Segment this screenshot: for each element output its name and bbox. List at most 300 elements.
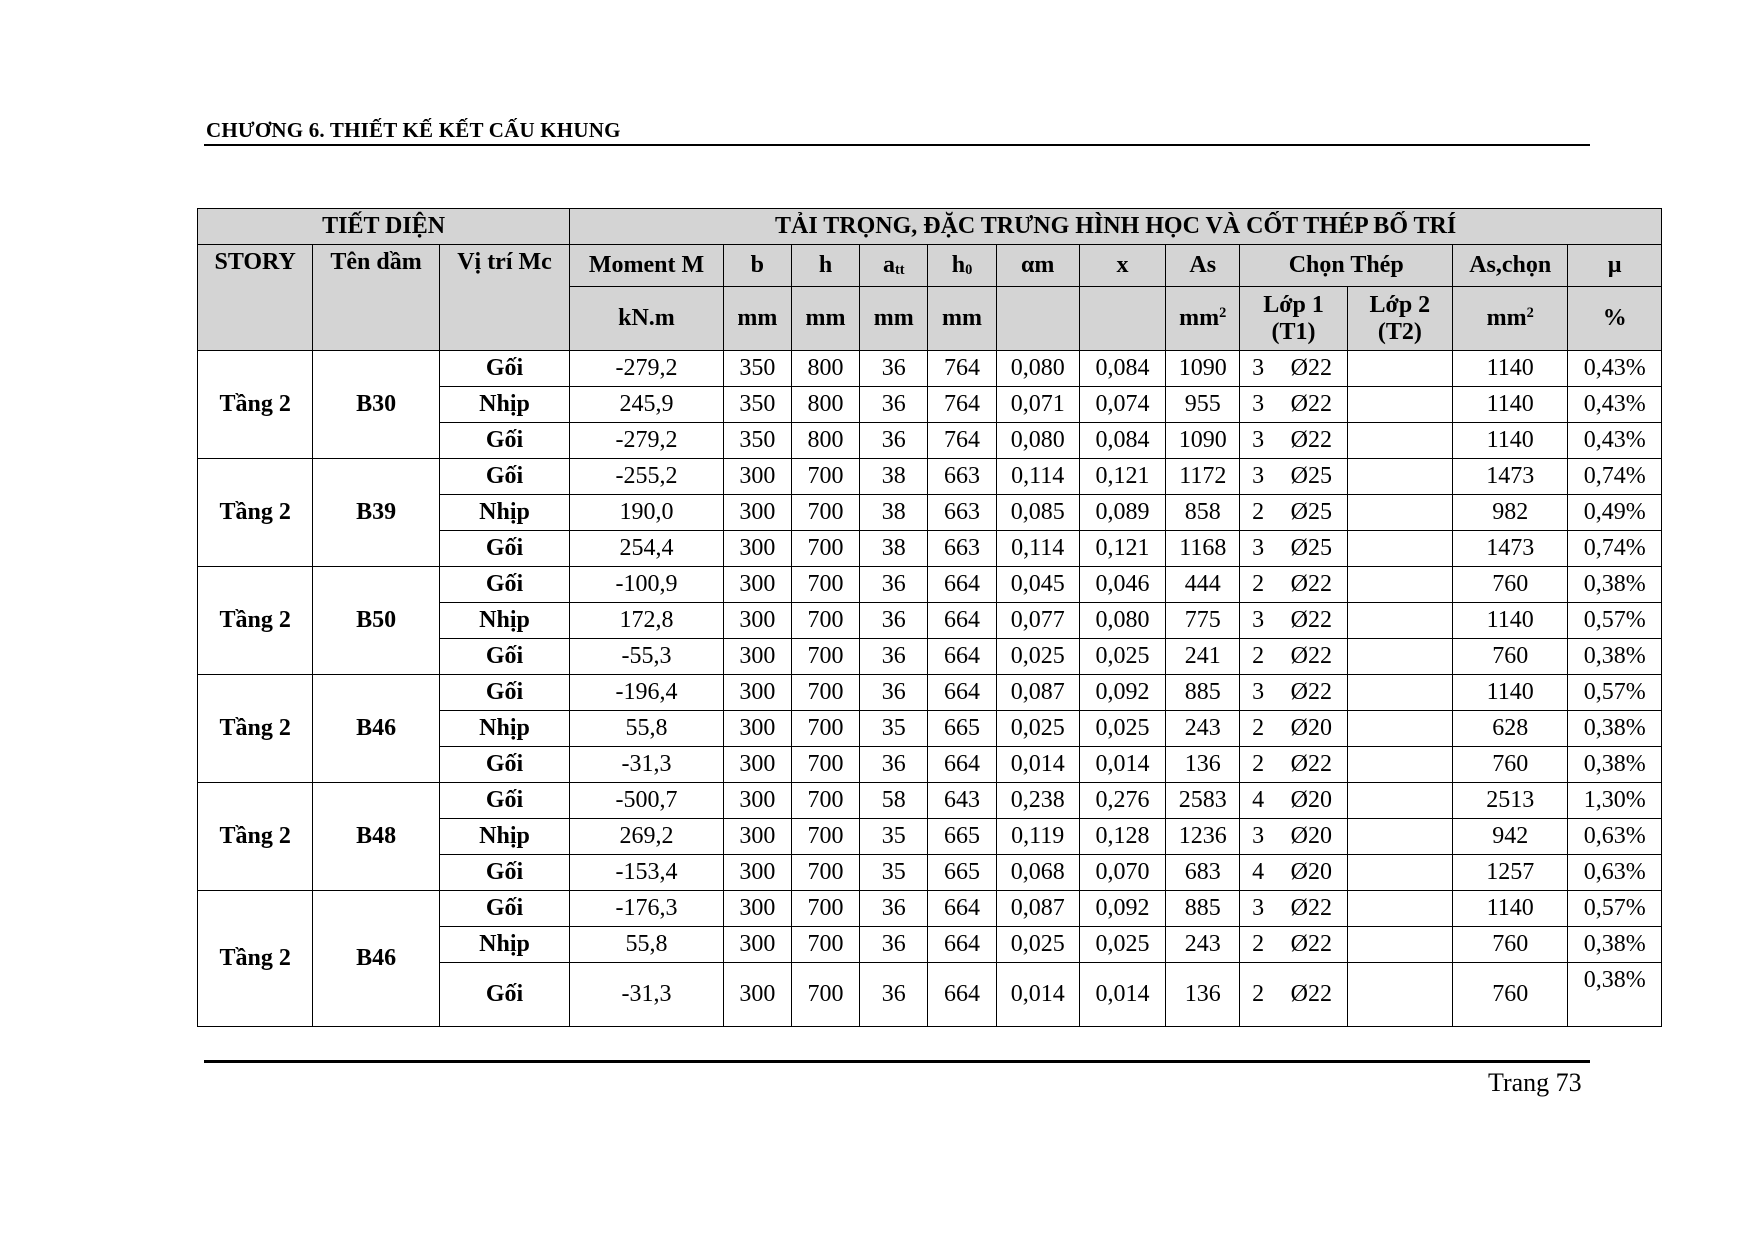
att-cell: 36: [860, 351, 928, 387]
layer2-count-cell: [1347, 387, 1383, 423]
layer2-count-cell: [1347, 963, 1383, 1027]
mu-cell: 0,63%: [1568, 855, 1662, 891]
h0-cell: 664: [928, 891, 996, 927]
alpha-m-cell: 0,238: [996, 783, 1079, 819]
layer2-diameter-cell: [1383, 351, 1452, 387]
layer2-diameter-cell: [1383, 927, 1452, 963]
story-cell: Tầng 2: [198, 459, 313, 567]
layer2-diameter-cell: [1383, 603, 1452, 639]
h-cell: 700: [791, 459, 859, 495]
story-cell: Tầng 2: [198, 783, 313, 891]
story-header: STORY: [198, 245, 313, 351]
story-cell: Tầng 2: [198, 567, 313, 675]
alpha-m-cell: 0,114: [996, 459, 1079, 495]
position-cell: Gối: [439, 351, 569, 387]
as-header: As: [1166, 245, 1240, 287]
x-unit: [1079, 287, 1165, 351]
position-cell: Gối: [439, 639, 569, 675]
as-chon-cell: 1140: [1453, 891, 1568, 927]
b-cell: 300: [723, 783, 791, 819]
layer2-diameter-cell: [1383, 567, 1452, 603]
att-cell: 36: [860, 639, 928, 675]
position-cell: Gối: [439, 675, 569, 711]
beam-name-cell: B46: [313, 891, 439, 1027]
as-cell: 243: [1166, 711, 1240, 747]
footer-rule: [204, 1060, 1590, 1063]
as-chon-cell: 1473: [1453, 459, 1568, 495]
mu-cell: 0,57%: [1568, 603, 1662, 639]
mu-cell: 0,43%: [1568, 387, 1662, 423]
loads-group-header: TẢI TRỌNG, ĐẶC TRƯNG HÌNH HỌC VÀ CỐT THÉP BỐ TRÍ: [570, 209, 1662, 245]
as-cell: 1236: [1166, 819, 1240, 855]
moment-cell: -176,3: [570, 891, 724, 927]
moment-cell: -31,3: [570, 963, 724, 1027]
alpha-m-header: αm: [996, 245, 1079, 287]
layer1-count-cell: 2: [1240, 495, 1276, 531]
as-cell: 858: [1166, 495, 1240, 531]
h0-cell: 664: [928, 639, 996, 675]
beam-name-cell: B46: [313, 675, 439, 783]
layer2-count-cell: [1347, 819, 1383, 855]
position-cell: Nhịp: [439, 819, 569, 855]
layer2-diameter-cell: [1383, 855, 1452, 891]
layer2-count-cell: [1347, 459, 1383, 495]
section-group-header: TIẾT DIỆN: [198, 209, 570, 245]
x-cell: 0,084: [1079, 351, 1165, 387]
h-cell: 800: [791, 351, 859, 387]
layer1-diameter-cell: Ø20: [1276, 819, 1347, 855]
b-cell: 300: [723, 567, 791, 603]
layer1-count-cell: 3: [1240, 459, 1276, 495]
layer1-diameter-cell: Ø20: [1276, 711, 1347, 747]
x-cell: 0,014: [1079, 963, 1165, 1027]
as-chon-cell: 760: [1453, 927, 1568, 963]
layer2-count-cell: [1347, 531, 1383, 567]
x-cell: 0,025: [1079, 639, 1165, 675]
layer2-count-cell: [1347, 711, 1383, 747]
b-cell: 300: [723, 531, 791, 567]
layer2-count-cell: [1347, 855, 1383, 891]
h0-cell: 664: [928, 927, 996, 963]
layer2-header: Lớp 2 (T2): [1347, 287, 1452, 351]
position-header: Vị trí Mc: [439, 245, 569, 351]
layer1-count-cell: 3: [1240, 603, 1276, 639]
att-cell: 36: [860, 387, 928, 423]
moment-cell: -255,2: [570, 459, 724, 495]
b-header: b: [723, 245, 791, 287]
layer1-diameter-cell: Ø22: [1276, 603, 1347, 639]
h0-cell: 663: [928, 459, 996, 495]
layer2-diameter-cell: [1383, 531, 1452, 567]
h-cell: 700: [791, 855, 859, 891]
table-row: [198, 567, 1662, 603]
b-cell: 300: [723, 927, 791, 963]
b-unit: mm: [723, 287, 791, 351]
layer2-count-cell: [1347, 495, 1383, 531]
as-cell: 683: [1166, 855, 1240, 891]
h-header: h: [791, 245, 859, 287]
moment-cell: 190,0: [570, 495, 724, 531]
alpha-m-cell: 0,014: [996, 747, 1079, 783]
x-cell: 0,070: [1079, 855, 1165, 891]
layer2-diameter-cell: [1383, 783, 1452, 819]
att-cell: 36: [860, 747, 928, 783]
mu-cell: 0,43%: [1568, 423, 1662, 459]
x-cell: 0,089: [1079, 495, 1165, 531]
h0-cell: 665: [928, 711, 996, 747]
chapter-title: CHƯƠNG 6. THIẾT KẾ KẾT CẤU KHUNG: [206, 118, 621, 142]
x-cell: 0,084: [1079, 423, 1165, 459]
b-cell: 300: [723, 675, 791, 711]
alpha-m-cell: 0,080: [996, 423, 1079, 459]
b-cell: 350: [723, 423, 791, 459]
b-cell: 300: [723, 639, 791, 675]
as-chon-cell: 982: [1453, 495, 1568, 531]
att-cell: 35: [860, 819, 928, 855]
layer1-diameter-cell: Ø22: [1276, 963, 1347, 1027]
beam-name-cell: B39: [313, 459, 439, 567]
att-cell: 36: [860, 423, 928, 459]
as-chon-cell: 1140: [1453, 351, 1568, 387]
mu-cell: 0,49%: [1568, 495, 1662, 531]
as-chon-cell: 760: [1453, 963, 1568, 1027]
as-chon-cell: 942: [1453, 819, 1568, 855]
mu-cell: 0,38%: [1568, 711, 1662, 747]
h0-unit: mm: [928, 287, 996, 351]
layer1-diameter-cell: Ø22: [1276, 387, 1347, 423]
as-chon-cell: 1140: [1453, 423, 1568, 459]
moment-cell: -55,3: [570, 639, 724, 675]
mu-cell: 0,74%: [1568, 531, 1662, 567]
b-cell: 350: [723, 387, 791, 423]
layer2-count-cell: [1347, 675, 1383, 711]
alpha-m-cell: 0,014: [996, 963, 1079, 1027]
as-unit: $mm^2$: [1166, 287, 1240, 351]
moment-cell: 172,8: [570, 603, 724, 639]
table-row: [198, 891, 1662, 927]
as-chon-cell: 1473: [1453, 531, 1568, 567]
mu-cell: 0,38%: [1568, 639, 1662, 675]
x-cell: 0,080: [1079, 603, 1165, 639]
moment-cell: 269,2: [570, 819, 724, 855]
b-cell: 300: [723, 711, 791, 747]
as-chon-cell: 1140: [1453, 603, 1568, 639]
as-chon-cell: 1257: [1453, 855, 1568, 891]
x-cell: 0,128: [1079, 819, 1165, 855]
moment-cell: -153,4: [570, 855, 724, 891]
alpha-m-cell: 0,071: [996, 387, 1079, 423]
as-chon-cell: 760: [1453, 747, 1568, 783]
h-cell: 800: [791, 387, 859, 423]
layer2-diameter-cell: [1383, 711, 1452, 747]
h0-cell: 664: [928, 747, 996, 783]
layer1-diameter-cell: Ø22: [1276, 351, 1347, 387]
layer2-count-cell: [1347, 567, 1383, 603]
alpha-m-cell: 0,080: [996, 351, 1079, 387]
position-cell: Gối: [439, 783, 569, 819]
layer2-count-cell: [1347, 783, 1383, 819]
mu-cell: 1,30%: [1568, 783, 1662, 819]
table-row: [198, 351, 1662, 387]
b-cell: 300: [723, 495, 791, 531]
layer2-diameter-cell: [1383, 459, 1452, 495]
as-chon-cell: 1140: [1453, 387, 1568, 423]
position-cell: Gối: [439, 855, 569, 891]
beam-reinforcement-table: [197, 208, 1662, 1027]
b-cell: 300: [723, 459, 791, 495]
moment-cell: -31,3: [570, 747, 724, 783]
mu-header: µ: [1568, 245, 1662, 287]
moment-cell: 55,8: [570, 711, 724, 747]
layer1-diameter-cell: Ø22: [1276, 675, 1347, 711]
alpha-m-cell: 0,025: [996, 711, 1079, 747]
h-cell: 700: [791, 783, 859, 819]
story-cell: Tầng 2: [198, 351, 313, 459]
story-cell: Tầng 2: [198, 675, 313, 783]
layer1-diameter-cell: Ø22: [1276, 567, 1347, 603]
h-cell: 700: [791, 927, 859, 963]
x-cell: 0,092: [1079, 891, 1165, 927]
as-cell: 444: [1166, 567, 1240, 603]
layer1-diameter-cell: Ø20: [1276, 783, 1347, 819]
layer2-count-cell: [1347, 747, 1383, 783]
alpha-m-cell: 0,068: [996, 855, 1079, 891]
moment-unit: kN.m: [570, 287, 724, 351]
column-header-row: [198, 245, 1662, 287]
position-cell: Gối: [439, 891, 569, 927]
moment-cell: -279,2: [570, 351, 724, 387]
h-cell: 700: [791, 747, 859, 783]
layer1-count-cell: 2: [1240, 711, 1276, 747]
x-cell: 0,014: [1079, 747, 1165, 783]
att-cell: 36: [860, 675, 928, 711]
alpha-m-cell: 0,025: [996, 639, 1079, 675]
layer2-count-cell: [1347, 891, 1383, 927]
h0-cell: 664: [928, 567, 996, 603]
beam-name-cell: B48: [313, 783, 439, 891]
att-cell: 36: [860, 603, 928, 639]
x-cell: 0,092: [1079, 675, 1165, 711]
h-cell: 700: [791, 819, 859, 855]
layer2-diameter-cell: [1383, 963, 1452, 1027]
h0-cell: 764: [928, 351, 996, 387]
group-header-row: [198, 209, 1662, 245]
layer1-count-cell: 3: [1240, 819, 1276, 855]
att-cell: 58: [860, 783, 928, 819]
layer2-count-cell: [1347, 603, 1383, 639]
layer1-count-cell: 4: [1240, 855, 1276, 891]
header-rule: [204, 144, 1590, 146]
layer1-count-cell: 2: [1240, 747, 1276, 783]
as-cell: 885: [1166, 891, 1240, 927]
x-cell: 0,276: [1079, 783, 1165, 819]
mu-cell: 0,57%: [1568, 675, 1662, 711]
h0-cell: 665: [928, 819, 996, 855]
position-cell: Gối: [439, 963, 569, 1027]
moment-cell: 245,9: [570, 387, 724, 423]
layer1-diameter-cell: Ø20: [1276, 855, 1347, 891]
h0-cell: 664: [928, 675, 996, 711]
layer1-diameter-cell: Ø25: [1276, 459, 1347, 495]
h-cell: 700: [791, 639, 859, 675]
position-cell: Gối: [439, 531, 569, 567]
att-cell: 38: [860, 459, 928, 495]
layer2-diameter-cell: [1383, 819, 1452, 855]
h0-cell: 665: [928, 855, 996, 891]
moment-cell: -279,2: [570, 423, 724, 459]
layer1-diameter-cell: Ø22: [1276, 747, 1347, 783]
table-row: [198, 675, 1662, 711]
position-cell: Nhịp: [439, 495, 569, 531]
alpha-m-cell: 0,025: [996, 927, 1079, 963]
att-cell: 35: [860, 711, 928, 747]
mu-cell: 0,43%: [1568, 351, 1662, 387]
alpha-m-cell: 0,045: [996, 567, 1079, 603]
alpha-m-cell: 0,087: [996, 891, 1079, 927]
layer2-diameter-cell: [1383, 747, 1452, 783]
h-cell: 700: [791, 711, 859, 747]
as-chon-unit: $mm^2$: [1453, 287, 1568, 351]
att-cell: 36: [860, 891, 928, 927]
alpha-m-cell: 0,085: [996, 495, 1079, 531]
as-cell: 136: [1166, 747, 1240, 783]
layer2-diameter-cell: [1383, 675, 1452, 711]
layer1-count-cell: 2: [1240, 567, 1276, 603]
mu-cell: 0,57%: [1568, 891, 1662, 927]
layer1-diameter-cell: Ø22: [1276, 927, 1347, 963]
mu-cell: 0,38%: [1568, 747, 1662, 783]
x-cell: 0,025: [1079, 711, 1165, 747]
alpha-m-cell: 0,119: [996, 819, 1079, 855]
h-cell: 700: [791, 963, 859, 1027]
layer1-count-cell: 2: [1240, 963, 1276, 1027]
moment-cell: 55,8: [570, 927, 724, 963]
mu-cell: 0,38%: [1568, 567, 1662, 603]
h0-cell: 663: [928, 495, 996, 531]
att-unit: mm: [860, 287, 928, 351]
layer1-count-cell: 3: [1240, 531, 1276, 567]
layer1-count-cell: 4: [1240, 783, 1276, 819]
mu-cell: 0,74%: [1568, 459, 1662, 495]
position-cell: Gối: [439, 567, 569, 603]
x-cell: 0,121: [1079, 531, 1165, 567]
layer2-count-cell: [1347, 639, 1383, 675]
as-chon-cell: 760: [1453, 567, 1568, 603]
alpha-m-unit: [996, 287, 1079, 351]
table-row: [198, 459, 1662, 495]
att-cell: 38: [860, 495, 928, 531]
as-chon-cell: 1140: [1453, 675, 1568, 711]
h0-cell: 764: [928, 423, 996, 459]
x-cell: 0,025: [1079, 927, 1165, 963]
moment-cell: 254,4: [570, 531, 724, 567]
h0-cell: 663: [928, 531, 996, 567]
chon-thep-header: Chọn Thép: [1240, 245, 1453, 287]
h0-cell: 643: [928, 783, 996, 819]
att-cell: 36: [860, 927, 928, 963]
layer2-diameter-cell: [1383, 891, 1452, 927]
b-cell: 300: [723, 819, 791, 855]
mu-cell: 0,38%: [1568, 927, 1662, 963]
h0-header: $h_0$: [928, 245, 996, 287]
h0-cell: 664: [928, 963, 996, 1027]
as-cell: 955: [1166, 387, 1240, 423]
as-cell: 1168: [1166, 531, 1240, 567]
position-cell: Gối: [439, 459, 569, 495]
as-cell: 1090: [1166, 423, 1240, 459]
layer2-diameter-cell: [1383, 639, 1452, 675]
as-cell: 1090: [1166, 351, 1240, 387]
beam-name-cell: B50: [313, 567, 439, 675]
moment-header: Moment M: [570, 245, 724, 287]
layer1-count-cell: 3: [1240, 351, 1276, 387]
position-cell: Gối: [439, 747, 569, 783]
moment-cell: -196,4: [570, 675, 724, 711]
as-cell: 1172: [1166, 459, 1240, 495]
h-unit: mm: [791, 287, 859, 351]
h-cell: 700: [791, 603, 859, 639]
as-cell: 136: [1166, 963, 1240, 1027]
layer1-diameter-cell: Ø22: [1276, 891, 1347, 927]
layer1-count-cell: 2: [1240, 927, 1276, 963]
layer1-header: Lớp 1 (T1): [1240, 287, 1347, 351]
att-cell: 38: [860, 531, 928, 567]
beam-name-header: Tên dầm: [313, 245, 439, 351]
position-cell: Gối: [439, 423, 569, 459]
layer1-diameter-cell: Ø22: [1276, 423, 1347, 459]
b-cell: 300: [723, 891, 791, 927]
beam-name-cell: B30: [313, 351, 439, 459]
table-row: [198, 783, 1662, 819]
as-chon-cell: 628: [1453, 711, 1568, 747]
layer2-count-cell: [1347, 351, 1383, 387]
layer2-count-cell: [1347, 423, 1383, 459]
page-number: Trang 73: [1488, 1068, 1582, 1097]
layer2-count-cell: [1347, 927, 1383, 963]
alpha-m-cell: 0,087: [996, 675, 1079, 711]
b-cell: 300: [723, 855, 791, 891]
att-cell: 36: [860, 567, 928, 603]
position-cell: Nhịp: [439, 603, 569, 639]
as-chon-cell: 2513: [1453, 783, 1568, 819]
x-cell: 0,074: [1079, 387, 1165, 423]
layer2-diameter-cell: [1383, 387, 1452, 423]
as-cell: 2583: [1166, 783, 1240, 819]
as-chon-header: As,chọn: [1453, 245, 1568, 287]
mu-cell: 0,63%: [1568, 819, 1662, 855]
x-cell: 0,046: [1079, 567, 1165, 603]
att-header: $a_{tt}$: [860, 245, 928, 287]
b-cell: 350: [723, 351, 791, 387]
h-cell: 700: [791, 495, 859, 531]
att-cell: 36: [860, 963, 928, 1027]
b-cell: 300: [723, 747, 791, 783]
alpha-m-cell: 0,114: [996, 531, 1079, 567]
h-cell: 700: [791, 567, 859, 603]
layer1-count-cell: 3: [1240, 675, 1276, 711]
as-chon-cell: 760: [1453, 639, 1568, 675]
layer1-count-cell: 2: [1240, 639, 1276, 675]
layer2-diameter-cell: [1383, 423, 1452, 459]
mu-cell: 0,38%: [1568, 963, 1662, 1027]
h-cell: 700: [791, 675, 859, 711]
h0-cell: 764: [928, 387, 996, 423]
layer1-count-cell: 3: [1240, 387, 1276, 423]
layer1-diameter-cell: Ø22: [1276, 639, 1347, 675]
as-cell: 241: [1166, 639, 1240, 675]
x-cell: 0,121: [1079, 459, 1165, 495]
story-cell: Tầng 2: [198, 891, 313, 1027]
